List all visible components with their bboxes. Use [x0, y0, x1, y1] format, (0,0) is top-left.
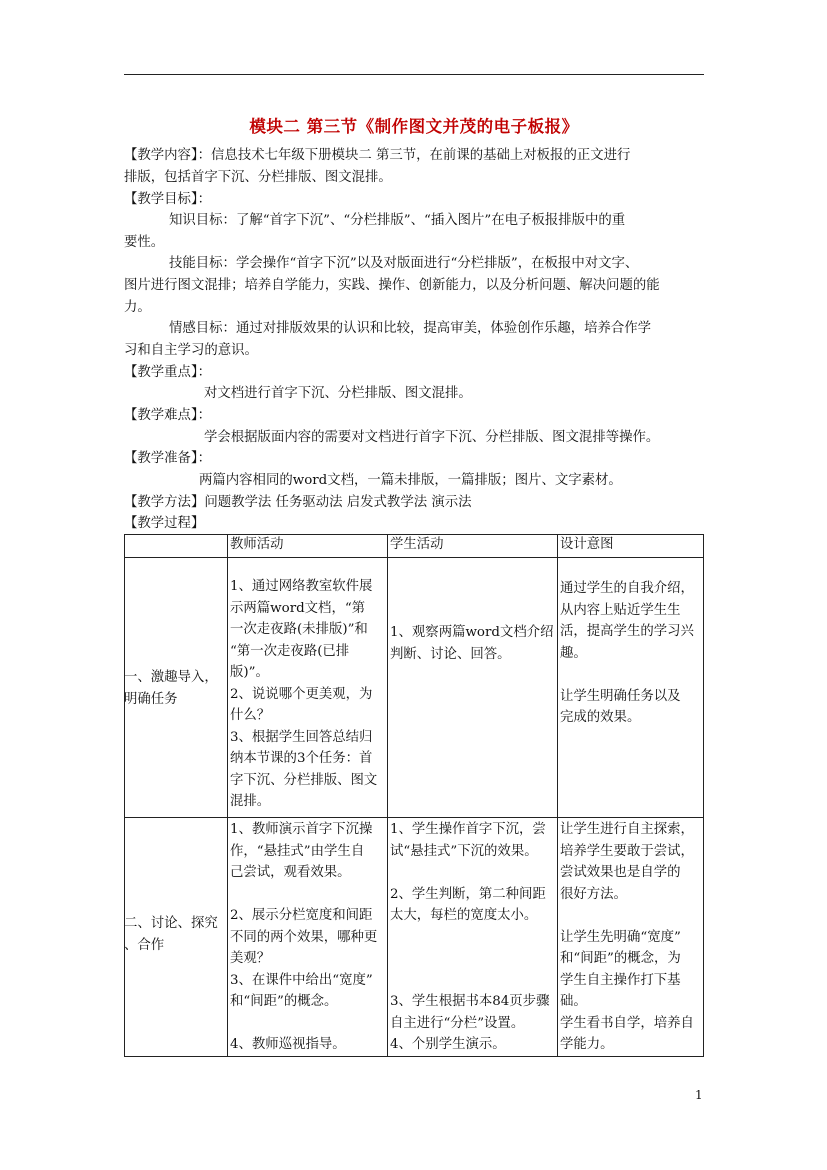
row2-student-cell: 1、学生操作首字下沉，尝 试“悬挂式”下沉的效果。 2、学生判断，第二种间距 太大，每栏的宽度太小。 3、学生根据书本84页步骤 自主进行“分栏”设置。 4、个别学生演示。 — [387, 817, 557, 1056]
keypoints-heading: 【教学重点】： — [124, 365, 212, 380]
preparation-text: 两篇内容相同的word文档，一篇未排版，一篇排版；图片、文字素材。 — [199, 473, 622, 488]
row1-teacher-cell: 1、通过网络教室软件展 示两篇word文档，“第 一次走夜路(未排版)”和 “第一次走夜路(已排 版)”。 2、说说哪个更美观，为 什么？ 3、根据学生回答总结归 纳本节课的3个任务：首 字下沉、分栏排版、图文 混排。 — [227, 557, 387, 817]
header-cell-stage — [124, 534, 227, 557]
skill-objective-1: 技能目标：学会操作“首字下沉”以及对版面进行“分栏排版”，在板报中对文字、 — [169, 256, 639, 271]
difficulties-heading: 【教学难点】： — [124, 408, 212, 423]
skill-objective-2: 图片进行图文混排；培养自学能力，实践、操作、创新能力，以及分析问题、解决问题的能 — [124, 278, 660, 293]
skill-objective-3: 力。 — [124, 300, 151, 315]
emotion-objective-2: 习和自主学习的意识。 — [124, 343, 258, 358]
row1-student-cell: 1、观察两篇word文档介绍 判断、讨论、回答。 — [387, 557, 557, 817]
row2-design-cell: 让学生进行自主探索， 培养学生要敢于尝试， 尝试效果也是自学的 很好方法。 让学生先明确“宽度” 和“间距”的概念，为 学生自主操作打下基 础。 学生看书自学，培养自 学能力。 — [557, 817, 703, 1056]
row2-stage-cell: 二、讨论、探究 、合作 — [124, 817, 227, 1056]
lesson-process-table — [124, 534, 704, 1057]
content-line-1: 【教学内容】：信息技术七年级下册模块二 第三节，在前课的基础上对板报的正文进行 — [124, 148, 631, 163]
knowledge-objective-1: 知识目标：了解“首字下沉”、“分栏排版”、“插入图片”在电子板报排版中的重 — [169, 213, 626, 228]
header-cell-student: 学生活动 — [387, 534, 557, 557]
header-cell-teacher: 教师活动 — [227, 534, 387, 557]
page-title: 模块二 第三节《制作图文并茂的电子板报》 — [249, 117, 579, 136]
header-rule — [124, 74, 704, 75]
emotion-objective-1: 情感目标：通过对排版效果的认识和比较，提高审美，体验创作乐趣，培养合作学 — [169, 321, 652, 336]
content-line-2: 排版，包括首字下沉、分栏排版、图文混排。 — [124, 170, 392, 185]
objectives-heading: 【教学目标】： — [124, 192, 212, 207]
difficulties-text: 学会根据版面内容的需要对文档进行首字下沉、分栏排版、图文混排等操作。 — [204, 430, 660, 445]
row1-design-cell: 通过学生的自我介绍， 从内容上贴近学生生 活，提高学生的学习兴 趣。 让学生明确任务以及 完成的效果。 — [557, 557, 703, 817]
keypoints-text: 对文档进行首字下沉、分栏排版、图文混排。 — [204, 386, 472, 401]
process-heading: 【教学过程】 — [124, 516, 205, 531]
preparation-heading: 【教学准备】： — [124, 451, 212, 466]
header-cell-design: 设计意图 — [557, 534, 703, 557]
row1-stage-cell: 一、激趣导入， 明确任务 — [124, 557, 227, 817]
page-number: 1 — [695, 1088, 703, 1102]
knowledge-objective-2: 要性。 — [124, 235, 165, 250]
row2-teacher-cell: 1、教师演示首字下沉操 作，“悬挂式”由学生自 己尝试，观看效果。 2、展示分栏宽度和间距 不同的两个效果，哪种更 美观？ 3、在课件中给出“宽度” 和“间距”的概念。 4、教师巡视指导。 — [227, 817, 387, 1056]
methods-line: 【教学方法】问题教学法 任务驱动法 启发式教学法 演示法 — [124, 495, 472, 510]
